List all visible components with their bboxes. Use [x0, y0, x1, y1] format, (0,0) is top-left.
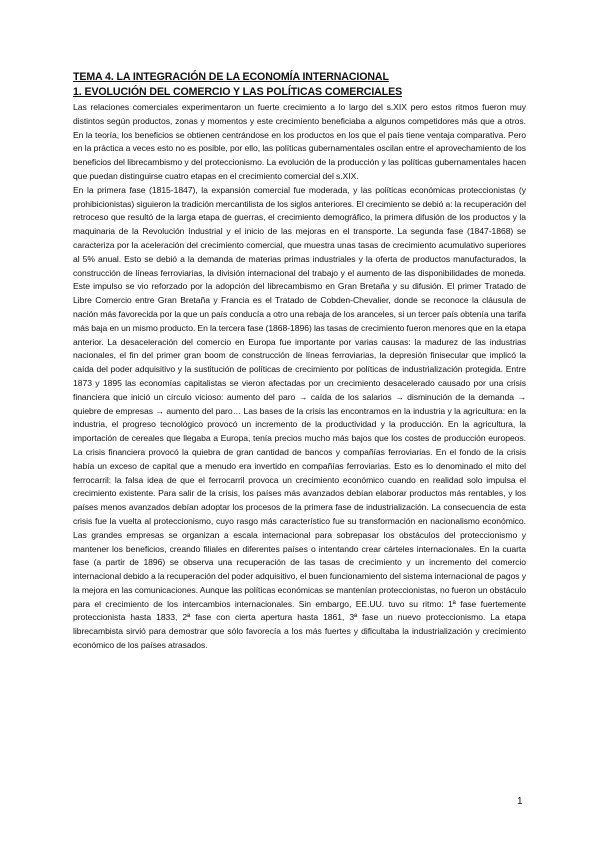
paragraph-phases: En la primera fase (1815-1847), la expansión comercial fue moderada, y las políticas económicas proteccionistas (y prohibicionistas) siguieron la tradición mercantilista de los siglos anteriores. El crecimiento se debió a: la recuperación del retroceso que resultó de la larga etapa de guerras, el crecimiento demográfico, la primera difusión de los productos y la maquinaria de la Revolución Industrial y el inicio de las mejoras en el transporte. La segunda fase (1847-1868) se caracteriza por la aceleración del crecimiento comercial, que muestra unas tasas de crecimiento acumulativo superiores al 5% anual. Esto se debió a la demanda de materias primas industriales y la oferta de productos manufacturados, la construcción de líneas ferroviarias, la división internacional del trabajo y el aumento de las disponibilidades de moneda. Este impulso se vio reforzado por la adopción del librecambismo en Gran Bretaña y su difusión. El primer Tratado de Libre Comercio entre Gran Bretaña y Francia es el Tratado de Cobden-Chevalier, donde se reconoce la cláusula de nación más favorecida por la que un país conducía a otro una rebaja de los aranceles, si un tercer país obtenía una tarifa más baja en un mismo producto. En la tercera fase (1868-1896) las tasas de crecimiento fueron menores que en la etapa anterior. La desaceleración del comercio en Europa fue importante por varias causas: la madurez de las industrias nacionales, el fin del primer gran boom de construcción de líneas ferroviarias, la depresión finisecular que implicó la caída del poder adquisitivo y la sustitución de políticas de crecimiento por políticas de industrialización protegida. Entre 1873 y 1895 las economías capitalistas se vieron afectadas por un crecimiento desacelerado causado por una crisis financiera que inició un círculo vicioso: aumento del paro → caída de los salarios → disminución de la demanda → quiebre de empresas → aumento del paro… Las bases de la crisis las encontramos en la industria y la agricultura: en la industria, el progreso tecnológico provocó un incremento de la productividad y la producción. En la agricultura, la importación de cereales que llegaba a Europa, tenía precios mucho más bajos que los costes de producción europeos. La crisis financiera provocó la quiebra de gran cantidad de bancos y compañías ferroviarias. En el fondo de la crisis había un exceso de capital que a menudo era invertido en compañías ferroviarias. Esto es lo denominado el mito del ferrocarril: la falsa idea de que el ferrocarril provoca un crecimiento económico cuando en realidad solo impulsa el crecimiento existente. Para salir de la crisis, los países más avanzados debían elaborar productos más rentables, y los países menos avanzados debían adoptar los procesos de la primera fase de industrialización. La consecuencia de esta crisis fue la vuelta al proteccionismo, cuyo rasgo más característico fue su transformación en nacionalismo económico. Las grandes empresas se organizan a escala internacional para sobrepasar los obstáculos del proteccionismo y mantener los beneficios, creando filiales en diferentes países o intentando crear cárteles internacionales. En la cuarta fase (a partir de 1896) se observa una recuperación de las tasas de crecimiento y un incremento del comercio internacional debido a la recuperación del poder adquisitivo, el buen funcionamiento del sistema internacional de pagos y la mejora en las comunicaciones. Aunque las políticas económicas se mantenían proteccionistas, no fueron un obstáculo para el crecimiento de los intercambios internacionales. Sin embargo, EE.UU. tuvo su ritmo: 1ª fase fuertemente proteccionista hasta 1833, 2ª fase con cierta apertura hasta 1861, 3ª fase un nuevo proteccionismo. La etapa librecambista sirvió para demostrar que sólo favorecía a los más fuertes y dificultaba la industrialización y crecimiento económico de los países atrasados.	[73, 184, 526, 651]
document-body	[73, 70, 526, 653]
paragraph-intro: Las relaciones comerciales experimentaron un fuerte crecimiento a lo largo del s.XIX pero estos ritmos fueron muy distintos según productos, zonas y momentos y este crecimiento beneficiaba a algunos competidores más que a otros. En la teoría, los beneficios se obtienen centrándose en los productos en los que el país tiene ventaja comparativa. Pero en la práctica a veces esto no es posible, por ello, las políticas gubernamentales oscilan entre el aprovechamiento de los beneficios del librecambismo y del proteccionismo. La evolución de la producción y las políticas gubernamentales hacen que puedan distinguirse cuatro etapas en el crecimiento comercial del s.XIX.	[73, 102, 526, 181]
document-title: TEMA 4. LA INTEGRACIÓN DE LA ECONOMÍA INTERNACIONAL	[73, 71, 389, 83]
section-title: 1. EVOLUCIÓN DEL COMERCIO Y LAS POLÍTICAS COMERCIALES	[73, 86, 403, 98]
page-number: 1	[517, 796, 523, 807]
